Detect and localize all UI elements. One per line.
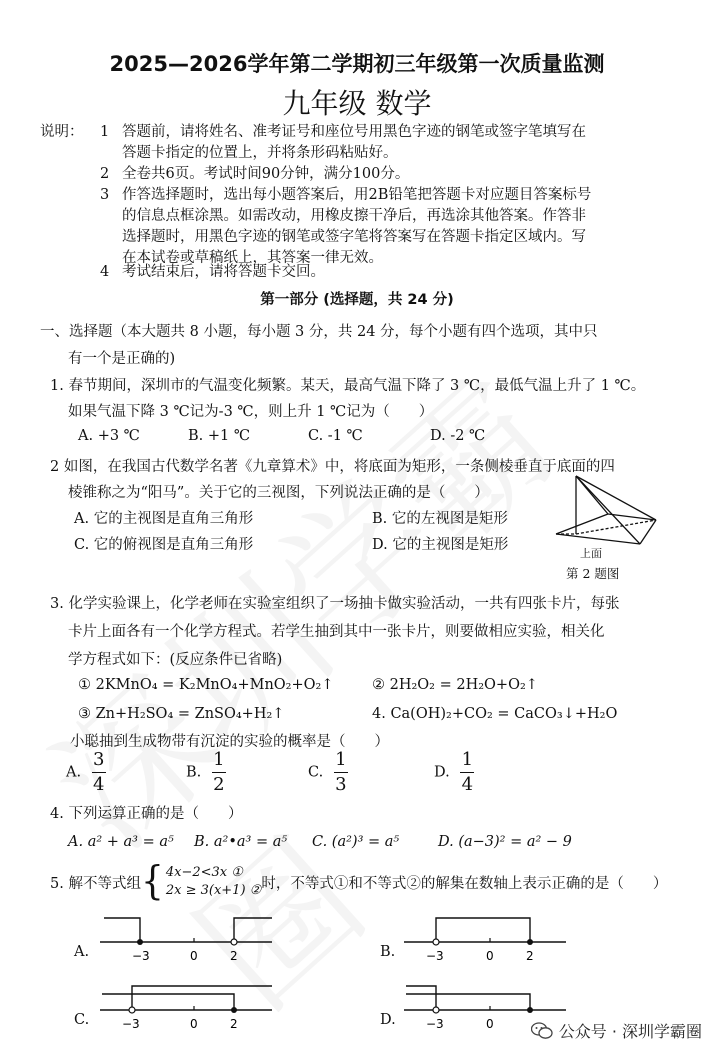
- instruction-line: 在本试卷或草稿纸上，其答案一律无效。: [122, 250, 383, 266]
- instruction-line: 答题卡指定的位置上，并将条形码粘贴好。: [122, 145, 398, 161]
- exam-title: 2025—2026学年第二学期初三年级第一次质量监测: [109, 52, 605, 76]
- q1-stem: 1. 春节期间，深圳市的气温变化频繁。某天，最高气温下降了 3 ℃，最低气温上升了 1 ℃。: [50, 378, 646, 394]
- q4-option-a: A. a² + a³ = a⁵: [68, 834, 174, 850]
- brand-badge[interactable]: [531, 1019, 702, 1042]
- q3-stem: 学方程式如下：(反应条件已省略): [68, 652, 283, 668]
- tick-label: 0: [486, 949, 494, 963]
- q2-figure-label: 上面: [580, 547, 602, 560]
- tick-label: 0: [190, 949, 198, 963]
- instructions-label: 说明：: [40, 124, 84, 140]
- inequality-1: 4x−2<3x ①: [165, 865, 243, 880]
- q5-option-c-label: C.: [74, 1012, 90, 1028]
- instruction-line: 选择题时，用黑色字迹的钢笔或签字笔将答案写在答题卡指定区域内。写: [122, 229, 586, 245]
- q1-option-d: D. -2 ℃: [430, 428, 486, 444]
- instruction-num: 2: [100, 166, 110, 182]
- numerator: 3: [92, 749, 105, 770]
- instruction-num: 1: [100, 124, 110, 140]
- numerator: 1: [213, 749, 225, 770]
- q3-equation: ② 2H₂O₂ = 2H₂O+O₂↑: [372, 677, 538, 693]
- tick-label: −3: [426, 949, 444, 963]
- tick-label: 2: [230, 1017, 238, 1031]
- q5-option-d-label: D.: [380, 1012, 396, 1028]
- q4-stem: 4. 下列运算正确的是（ ）: [50, 806, 243, 822]
- q5-number-line-c: [96, 976, 276, 1036]
- q3-option-a: A. $\frac{3}{4}$: [66, 749, 105, 795]
- tick-label: −3: [132, 949, 150, 963]
- instruction-num: 3: [100, 187, 110, 203]
- q4-option-d: D. (a−3)² = a² − 9: [438, 834, 572, 850]
- q2-pyramid-figure: [548, 462, 668, 562]
- q1-option-b: B. +1 ℃: [188, 428, 251, 444]
- instruction-num: 4: [100, 264, 110, 280]
- q5-number-line-b: [400, 908, 570, 968]
- numerator: 1: [461, 749, 474, 770]
- instruction-line: 答题前，请将姓名、准考证号和座位号用黑色字迹的钢笔或签字笔填写在: [122, 124, 586, 140]
- q3-stem: 3. 化学实验课上，化学老师在实验室组织了一场抽卡做实验活动，一共有四张卡片，每张: [50, 596, 620, 612]
- wechat-icon: [531, 1022, 553, 1040]
- q3-option-d: D. $\frac{1}{4}$: [434, 749, 474, 795]
- section-intro: 一、选择题（本大题共 8 小题，每小题 3 分，共 24 分，每个小题有四个选项，其中只: [40, 324, 598, 340]
- tick-label: 0: [190, 1017, 198, 1031]
- q3-equation: ① 2KMnO₄ = K₂MnO₄+MnO₂+O₂↑: [78, 677, 334, 693]
- q3-equation: ③ Zn+H₂SO₄ = ZnSO₄+H₂↑: [78, 706, 285, 722]
- q2-option-a: A. 它的主视图是直角三角形: [74, 511, 254, 527]
- denominator: 4: [461, 774, 474, 795]
- tick-label: 0: [486, 1017, 494, 1031]
- tick-label: −3: [122, 1017, 140, 1031]
- q1-option-c: C. -1 ℃: [308, 428, 363, 444]
- q1-stem: 如果气温下降 3 ℃记为-3 ℃，则上升 1 ℃记为（ ）: [68, 404, 434, 420]
- q5-prefix: 5. 解不等式组: [50, 875, 141, 892]
- q1-option-a: A. +3 ℃: [78, 428, 140, 444]
- denominator: 4: [92, 774, 105, 795]
- q3-question: 小聪抽到生成物带有沉淀的实验的概率是（ ）: [70, 734, 389, 750]
- instruction-line: 的信息点框涂黑。如需改动，用橡皮擦干净后，再选涂其他答案。作答非: [122, 208, 586, 224]
- exam-subtitle: 九年级 数学: [282, 87, 432, 120]
- part-heading: 第一部分 (选择题，共 24 分): [260, 292, 454, 308]
- instruction-line: 作答选择题时，选出每小题答案后，用2B铅笔把答题卡对应题目答案标号: [122, 187, 592, 203]
- denominator: 2: [213, 774, 225, 795]
- denominator: 3: [335, 774, 347, 795]
- numerator: 1: [335, 749, 347, 770]
- q4-option-c: C. (a²)³ = a⁵: [312, 834, 400, 850]
- inequality-2: 2x ≥ 3(x+1) ②: [165, 883, 262, 898]
- q2-option-d: D. 它的主视图是矩形: [372, 537, 509, 553]
- q5-stem: [50, 858, 668, 904]
- q3-option-c: C. $\frac{1}{3}$: [308, 749, 347, 795]
- q2-stem: 2 如图，在我国古代数学名著《九章算术》中，将底面为矩形，一条侧棱垂直于底面的四: [50, 459, 615, 475]
- q5-option-b-label: B.: [380, 944, 396, 960]
- q4-option-b: B. a²•a³ = a⁵: [194, 834, 288, 850]
- q2-figure-caption: 第 2 题图: [566, 566, 620, 581]
- instruction-line: 全卷共6页。考试时间90分钟，满分100分。: [122, 166, 410, 182]
- q3-stem: 卡片上面各有一个化学方程式。若学生抽到其中一张卡片，则要做相应实验，相关化: [68, 624, 605, 640]
- q3-option-b: B. $\frac{1}{2}$: [186, 749, 225, 795]
- inequality-system: { 4x−2<3x ① 2x ≥ 3(x+1) ②: [140, 858, 262, 904]
- q2-option-c: C. 它的俯视图是直角三角形: [74, 537, 254, 553]
- q2-option-b: B. 它的左视图是矩形: [372, 511, 508, 527]
- tick-label: −3: [426, 1017, 444, 1031]
- q3-equation: 4. Ca(OH)₂+CO₂ = CaCO₃↓+H₂O: [372, 706, 618, 722]
- instruction-line: 考试结束后，请将答题卡交回。: [122, 264, 325, 280]
- brand-text: 公众号 · 深圳学霸圈: [558, 1022, 702, 1041]
- q2-stem: 棱锥称之为“阳马”。关于它的三视图，下列说法正确的是（ ）: [68, 485, 489, 501]
- tick-label: 2: [526, 949, 534, 963]
- q5-suffix: 时，不等式①和不等式②的解集在数轴上表示正确的是（ ）: [261, 875, 668, 892]
- section-intro: 有一个是正确的): [68, 351, 176, 367]
- q5-number-line-a: [96, 908, 276, 968]
- tick-label: 2: [230, 949, 238, 963]
- q5-option-a-label: A.: [74, 944, 90, 960]
